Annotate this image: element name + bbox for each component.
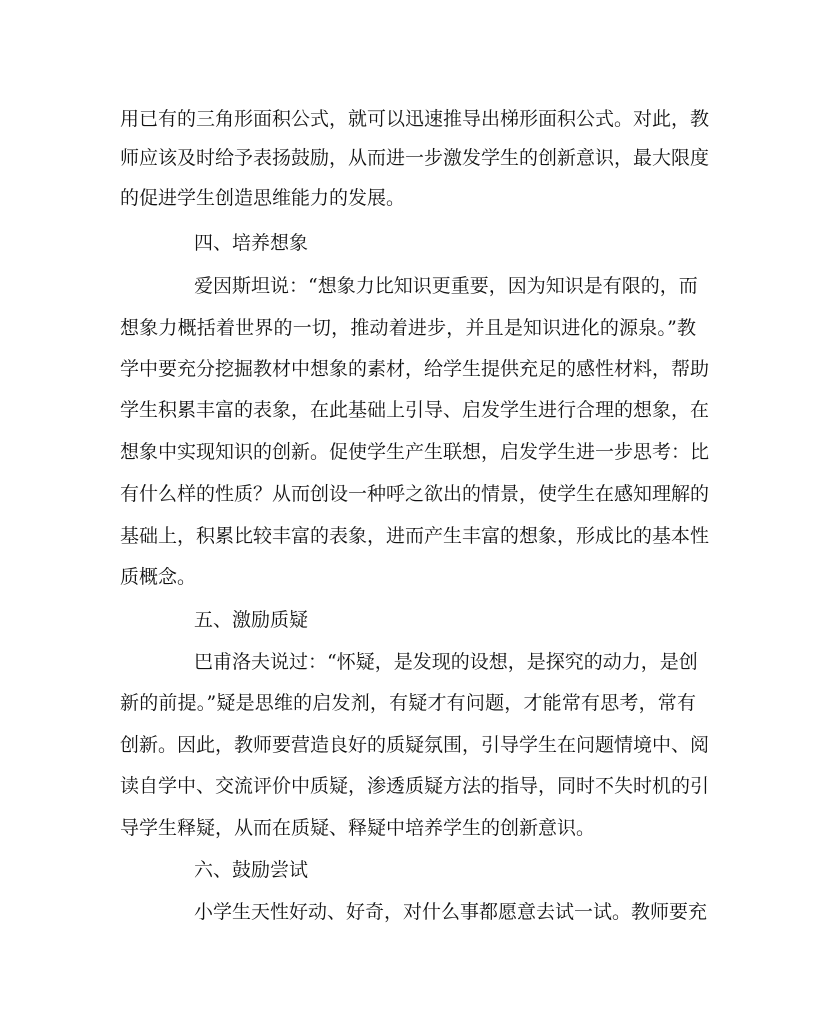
paragraph-line: 学生积累丰富的表象，在此基础上引导、启发学生进行合理的想象，在 — [120, 399, 710, 421]
paragraph-line: 师应该及时给予表扬鼓励，从而进一步激发学生的创新意识，最大限度 — [120, 147, 710, 169]
paragraph-line: 有什么样的性质？从而创设一种呼之欲出的情景，使学生在感知理解的 — [120, 483, 710, 505]
paragraph-line: 想象中实现知识的创新。促使学生产生联想，启发学生进一步思考：比 — [120, 441, 710, 463]
paragraph-line: 创新。因此，教师要营造良好的质疑氛围，引导学生在问题情境中、阅 — [120, 734, 710, 756]
section-heading: 五、激励质疑 — [194, 609, 309, 631]
paragraph-line: 用已有的三角形面积公式，就可以迅速推导出梯形面积公式。对此，教 — [120, 108, 710, 130]
paragraph-line: 基础上，积累比较丰富的表象，进而产生丰富的想象，形成比的基本性 — [120, 525, 710, 547]
paragraph-line: 爱因斯坦说：“想象力比知识更重要，因为知识是有限的，而 — [194, 275, 698, 297]
paragraph-line: 小学生天性好动、好奇，对什么事都愿意去试一试。教师要充 — [194, 901, 708, 923]
paragraph-line: 巴甫洛夫说过：“怀疑，是发现的设想，是探究的动力，是创 — [194, 651, 698, 673]
paragraph-line: 学中要充分挖掘教材中想象的素材，给学生提供充足的感性材料，帮助 — [120, 358, 710, 380]
section-heading: 四、培养想象 — [194, 232, 309, 254]
paragraph-line: 质概念。 — [120, 566, 197, 588]
paragraph-line: 读自学中、交流评价中质疑，渗透质疑方法的指导，同时不失时机的引 — [120, 775, 710, 797]
paragraph-line: 新的前提。”疑是思维的启发剂，有疑才有问题，才能常有思考，常有 — [120, 692, 696, 714]
paragraph-line: 导学生释疑，从而在质疑、释疑中培养学生的创新意识。 — [120, 817, 596, 839]
section-heading: 六、鼓励尝试 — [194, 859, 309, 881]
paragraph-line: 想象力概括着世界的一切，推动着进步，并且是知识进化的源泉。”教 — [120, 317, 696, 339]
paragraph-line: 的促进学生创造思维能力的发展。 — [120, 187, 406, 209]
